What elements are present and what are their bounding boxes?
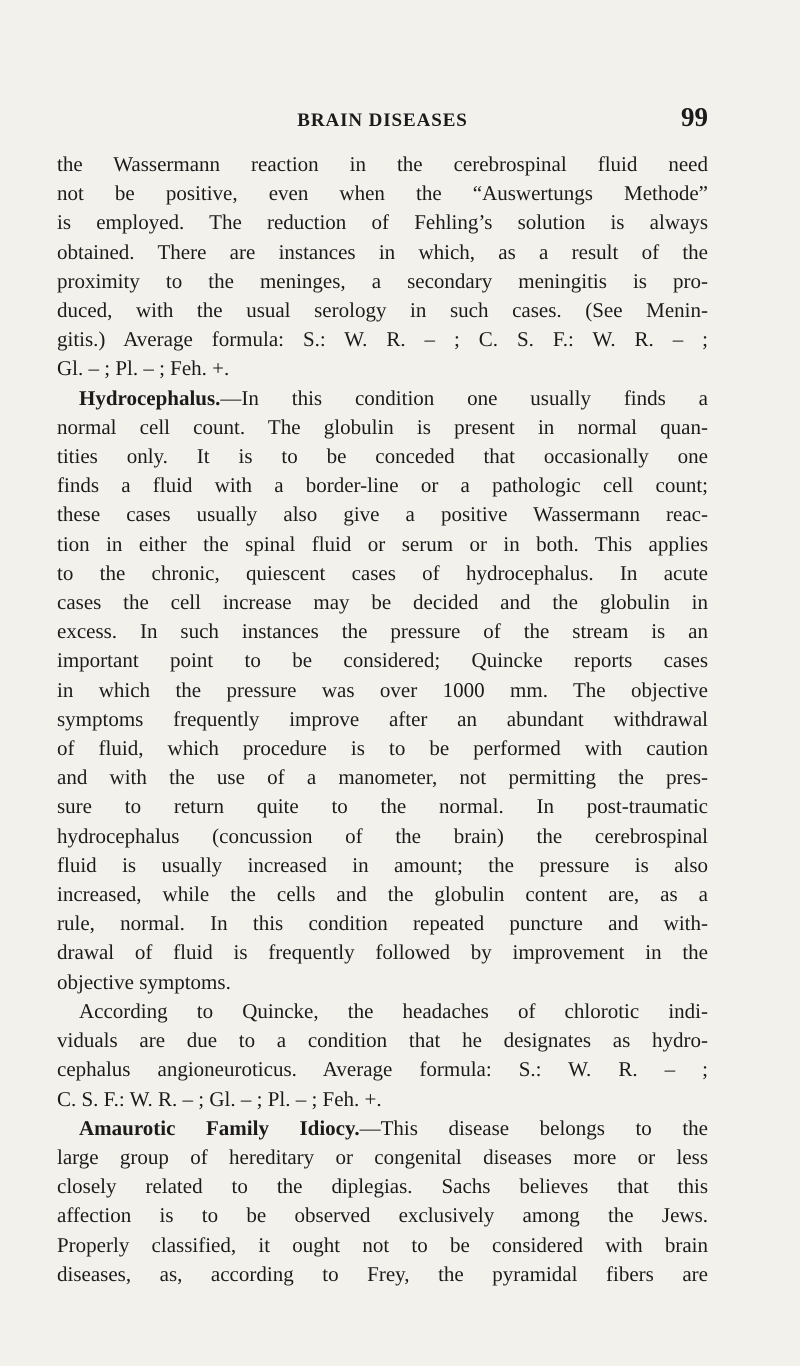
text-line: diseases, as, according to Frey, the pyramidal fibers are (57, 1261, 708, 1286)
text-line: in which the pressure was over 1000 mm. The objective (57, 677, 708, 702)
text-line: of fluid, which procedure is to be performed with caution (57, 736, 708, 761)
text-line: objective symptoms. (57, 969, 231, 994)
text-line: tion in either the spinal fluid or serum or in both. This applies (57, 531, 708, 556)
text-line: large group of hereditary or congenital diseases more or less (57, 1144, 708, 1169)
running-title: BRAIN DISEASES (297, 110, 468, 131)
text-line: and with the use of a manometer, not permitting the pres- (57, 765, 708, 790)
page-number: 99 (681, 102, 708, 132)
paragraph-amaurotic-family-idiocy (57, 1114, 708, 1289)
text-line: duced, with the usual serology in such cases. (See Menin- (57, 298, 708, 323)
text-line: affection is to be observed exclusively among the Jews. (57, 1203, 708, 1228)
paragraph-quincke (57, 997, 708, 1114)
text-line: is employed. The reduction of Fehling’s solution is always (57, 210, 708, 235)
text-line: sure to return quite to the normal. In post-traumatic (57, 794, 708, 819)
text-line (57, 384, 708, 413)
text-line: C. S. F.: W. R. – ; Gl. – ; Pl. – ; Feh. +. (57, 1086, 382, 1111)
text-line: Properly classified, it ought not to be considered with brain (57, 1232, 708, 1257)
text-line (57, 1114, 708, 1143)
text-line: obtained. There are instances in which, as a result of the (57, 239, 708, 264)
running-head (57, 102, 708, 136)
text-line: fluid is usually increased in amount; the pressure is also (57, 852, 708, 877)
text-line: gitis.) Average formula: S.: W. R. – ; C. S. F.: W. R. – ; (57, 327, 708, 352)
text-line: tities only. It is to be conceded that occasionally one (57, 444, 708, 469)
text-line: important point to be considered; Quincke reports cases (57, 648, 708, 673)
paragraph-continuation (57, 150, 708, 384)
text-line-rest: —This disease belongs to the (359, 1115, 708, 1140)
text-line: cases the cell increase may be decided and the globulin in (57, 590, 708, 615)
text-line: According to Quincke, the headaches of chlorotic indi- (79, 998, 708, 1023)
text-line: normal cell count. The globulin is present in normal quan- (57, 414, 708, 439)
text-line: hydrocephalus (concussion of the brain) the cerebrospinal (57, 823, 708, 848)
text-line: closely related to the diplegias. Sachs believes that this (57, 1174, 708, 1199)
text-line: the Wassermann reaction in the cerebrospinal fluid need (57, 152, 708, 176)
text-line: proximity to the meninges, a secondary meningitis is pro- (57, 268, 708, 293)
text-line: drawal of fluid is frequently followed by improvement in the (57, 940, 708, 965)
text-line: these cases usually also give a positive Wassermann reac- (57, 502, 708, 527)
text-line: to the chronic, quiescent cases of hydrocephalus. In acute (57, 560, 708, 585)
text-line: rule, normal. In this condition repeated puncture and with- (57, 911, 708, 936)
paragraph-hydrocephalus (57, 384, 708, 997)
text-line: increased, while the cells and the globulin content are, as a (57, 882, 708, 907)
text-line: symptoms frequently improve after an abundant withdrawal (57, 706, 708, 731)
section-term: Hydrocephalus. (79, 385, 221, 410)
text-line: cephalus angioneuroticus. Average formula: S.: W. R. – ; (57, 1057, 708, 1082)
text-line: not be positive, even when the “Auswertungs Methode” (57, 181, 708, 206)
section-term: Amaurotic Family Idiocy. (79, 1115, 360, 1140)
text-line-rest: —In this condition one usually finds a (220, 385, 708, 410)
text-line: finds a fluid with a border-line or a pathologic cell count; (57, 473, 708, 498)
text-line: viduals are due to a condition that he designates as hydro- (57, 1028, 708, 1053)
text-line: Gl. – ; Pl. – ; Feh. +. (57, 356, 230, 381)
text-line: excess. In such instances the pressure of the stream is an (57, 619, 708, 644)
body-text (57, 150, 708, 1289)
